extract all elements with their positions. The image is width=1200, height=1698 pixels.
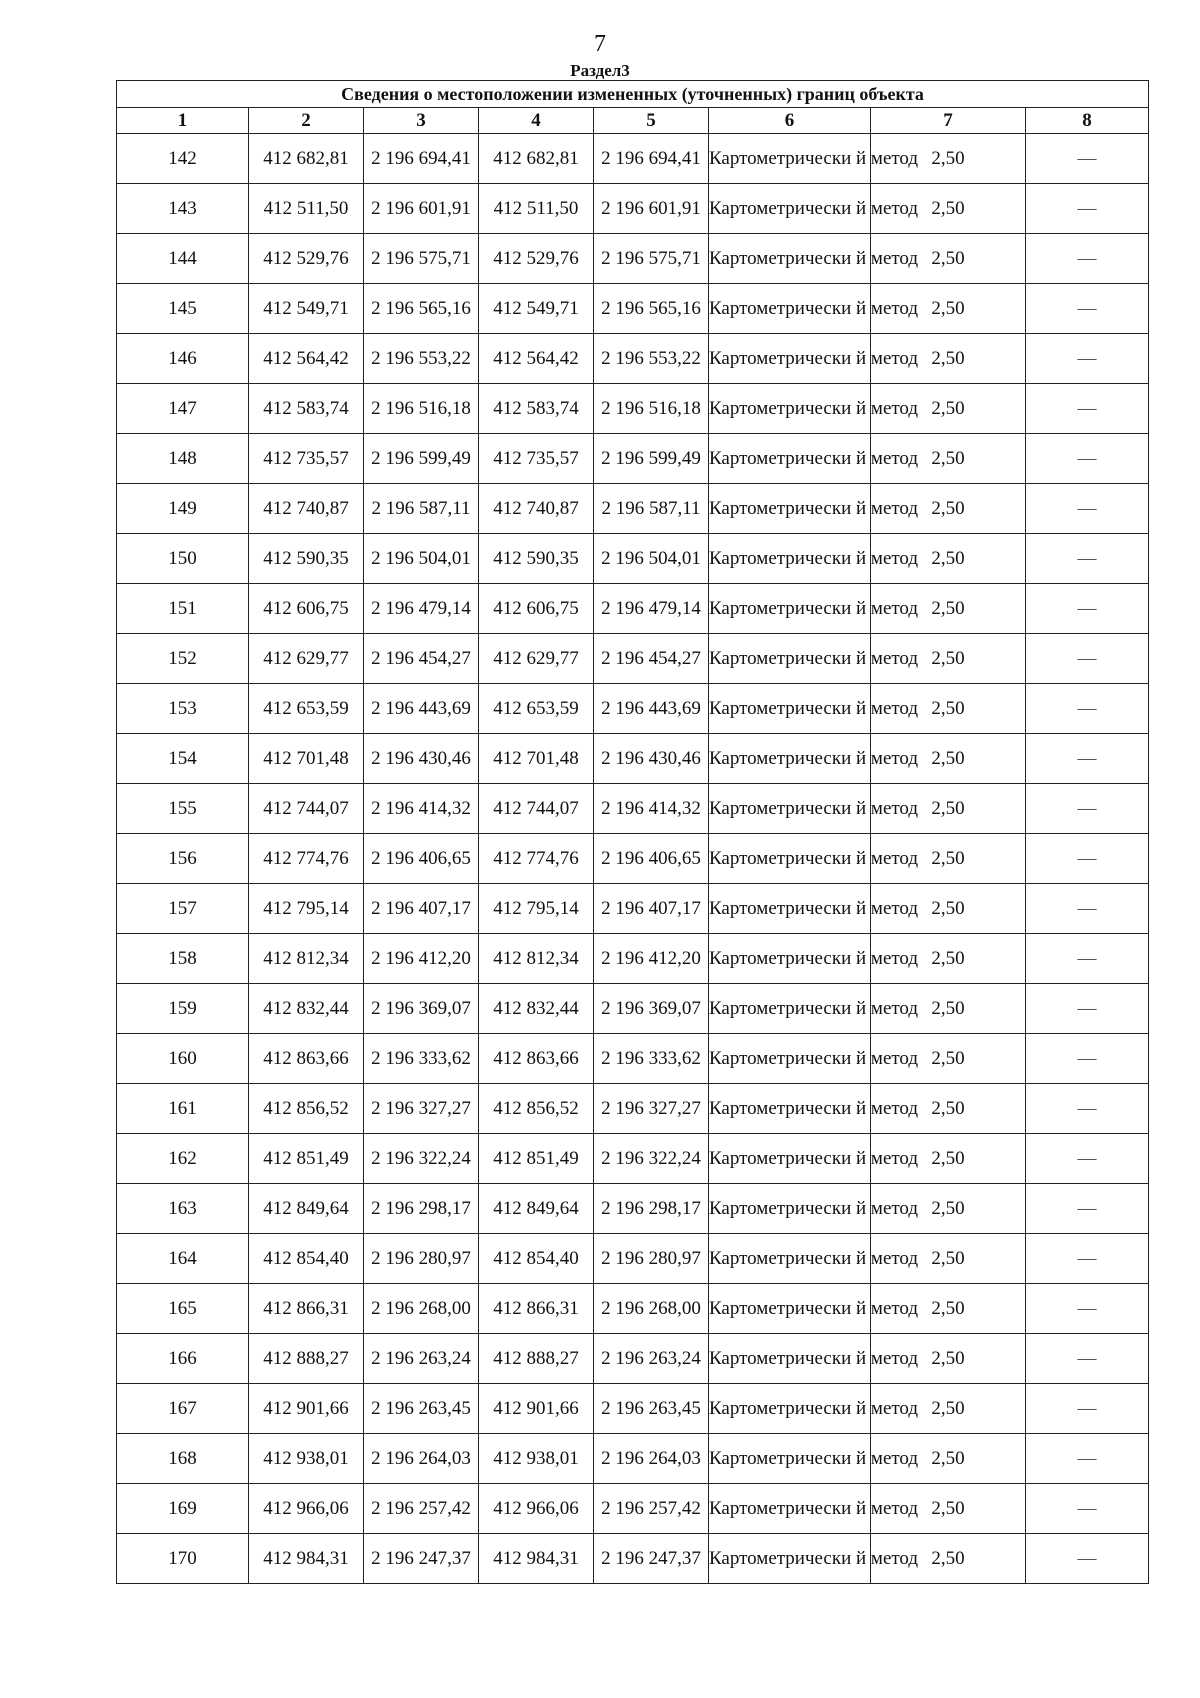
description-cell: —: [1026, 234, 1149, 284]
x-coord-cell: 412 549,71: [249, 284, 364, 334]
point-number-cell: 149: [117, 484, 249, 534]
description-cell: —: [1026, 1334, 1149, 1384]
method-cell: Картометрически й метод: [709, 534, 871, 584]
x-coord-cell: 412 849,64: [249, 1184, 364, 1234]
y-coord-cell: 2 196 406,65: [594, 834, 709, 884]
y-coord-cell: 2 196 516,18: [364, 384, 479, 434]
table-row: [117, 784, 1149, 834]
y-coord-cell: 2 196 268,00: [364, 1284, 479, 1334]
y-coord-cell: 2 196 414,32: [594, 784, 709, 834]
x-coord-cell: 412 866,31: [249, 1284, 364, 1334]
x-coord-cell: 412 856,52: [249, 1084, 364, 1134]
accuracy-cell: 2,50: [871, 1484, 1026, 1534]
description-cell: —: [1026, 434, 1149, 484]
description-cell: —: [1026, 1484, 1149, 1534]
y-coord-cell: 2 196 369,07: [364, 984, 479, 1034]
table-row: [117, 1534, 1149, 1584]
y-coord-cell: 2 196 264,03: [594, 1434, 709, 1484]
description-cell: —: [1026, 734, 1149, 784]
point-number-cell: 153: [117, 684, 249, 734]
x-coord-cell: 412 854,40: [249, 1234, 364, 1284]
method-cell: Картометрически й метод: [709, 334, 871, 384]
method-cell: Картометрически й метод: [709, 834, 871, 884]
point-number-cell: 144: [117, 234, 249, 284]
method-cell: Картометрически й метод: [709, 484, 871, 534]
accuracy-cell: 2,50: [871, 334, 1026, 384]
y-coord-cell: 2 196 575,71: [594, 234, 709, 284]
y-coord-cell: 2 196 565,16: [364, 284, 479, 334]
x-coord-cell: 412 564,42: [249, 334, 364, 384]
method-cell: Картометрически й метод: [709, 1034, 871, 1084]
x-coord-cell: 412 866,31: [479, 1284, 594, 1334]
y-coord-cell: 2 196 263,45: [594, 1384, 709, 1434]
y-coord-cell: 2 196 264,03: [364, 1434, 479, 1484]
y-coord-cell: 2 196 327,27: [594, 1084, 709, 1134]
description-cell: —: [1026, 484, 1149, 534]
point-number-cell: 163: [117, 1184, 249, 1234]
x-coord-cell: 412 735,57: [249, 434, 364, 484]
method-cell: Картометрически й метод: [709, 984, 871, 1034]
table-caption: Сведения о местоположении измененных (уточненных) границ объекта: [117, 81, 1149, 108]
y-coord-cell: 2 196 263,24: [594, 1334, 709, 1384]
x-coord-cell: 412 832,44: [479, 984, 594, 1034]
point-number-cell: 146: [117, 334, 249, 384]
method-cell: Картометрически й метод: [709, 884, 871, 934]
table-caption-row: [117, 81, 1149, 108]
description-cell: —: [1026, 1084, 1149, 1134]
x-coord-cell: 412 966,06: [479, 1484, 594, 1534]
column-header: 8: [1026, 108, 1149, 134]
table-row: [117, 1384, 1149, 1434]
x-coord-cell: 412 653,59: [479, 684, 594, 734]
x-coord-cell: 412 888,27: [479, 1334, 594, 1384]
table-row: [117, 1084, 1149, 1134]
y-coord-cell: 2 196 412,20: [364, 934, 479, 984]
x-coord-cell: 412 863,66: [479, 1034, 594, 1084]
x-coord-cell: 412 629,77: [249, 634, 364, 684]
method-cell: Картометрически й метод: [709, 1234, 871, 1284]
point-number-cell: 169: [117, 1484, 249, 1534]
method-cell: Картометрически й метод: [709, 584, 871, 634]
table-row: [117, 1234, 1149, 1284]
description-cell: —: [1026, 684, 1149, 734]
y-coord-cell: 2 196 298,17: [364, 1184, 479, 1234]
accuracy-cell: 2,50: [871, 884, 1026, 934]
table-row: [117, 934, 1149, 984]
method-cell: Картометрически й метод: [709, 684, 871, 734]
point-number-cell: 166: [117, 1334, 249, 1384]
accuracy-cell: 2,50: [871, 534, 1026, 584]
y-coord-cell: 2 196 322,24: [364, 1134, 479, 1184]
y-coord-cell: 2 196 553,22: [594, 334, 709, 384]
column-header: 2: [249, 108, 364, 134]
table-row: [117, 134, 1149, 184]
y-coord-cell: 2 196 257,42: [594, 1484, 709, 1534]
y-coord-cell: 2 196 587,11: [364, 484, 479, 534]
table-body: [117, 134, 1149, 1584]
method-cell: Картометрически й метод: [709, 634, 871, 684]
table-row: [117, 234, 1149, 284]
table-row: [117, 1284, 1149, 1334]
description-cell: —: [1026, 384, 1149, 434]
table-row: [117, 1434, 1149, 1484]
x-coord-cell: 412 682,81: [479, 134, 594, 184]
column-header: 3: [364, 108, 479, 134]
x-coord-cell: 412 851,49: [249, 1134, 364, 1184]
table-row: [117, 534, 1149, 584]
column-header: 6: [709, 108, 871, 134]
x-coord-cell: 412 851,49: [479, 1134, 594, 1184]
method-cell: Картометрически й метод: [709, 234, 871, 284]
y-coord-cell: 2 196 601,91: [364, 184, 479, 234]
y-coord-cell: 2 196 263,45: [364, 1384, 479, 1434]
method-cell: Картометрически й метод: [709, 184, 871, 234]
method-cell: Картометрически й метод: [709, 434, 871, 484]
column-header: 5: [594, 108, 709, 134]
y-coord-cell: 2 196 280,97: [364, 1234, 479, 1284]
table-row: [117, 184, 1149, 234]
x-coord-cell: 412 938,01: [479, 1434, 594, 1484]
method-cell: Картометрически й метод: [709, 934, 871, 984]
table-row: [117, 484, 1149, 534]
x-coord-cell: 412 795,14: [479, 884, 594, 934]
method-cell: Картометрически й метод: [709, 734, 871, 784]
table-row: [117, 334, 1149, 384]
y-coord-cell: 2 196 327,27: [364, 1084, 479, 1134]
point-number-cell: 170: [117, 1534, 249, 1584]
point-number-cell: 155: [117, 784, 249, 834]
description-cell: —: [1026, 1384, 1149, 1434]
x-coord-cell: 412 511,50: [479, 184, 594, 234]
x-coord-cell: 412 849,64: [479, 1184, 594, 1234]
column-header: 7: [871, 108, 1026, 134]
section-title: Раздел3: [570, 61, 630, 80]
accuracy-cell: 2,50: [871, 784, 1026, 834]
accuracy-cell: 2,50: [871, 1184, 1026, 1234]
accuracy-cell: 2,50: [871, 184, 1026, 234]
accuracy-cell: 2,50: [871, 1534, 1026, 1584]
table-row: [117, 1484, 1149, 1534]
point-number-cell: 161: [117, 1084, 249, 1134]
x-coord-cell: 412 966,06: [249, 1484, 364, 1534]
coordinates-table: [116, 80, 1149, 1584]
accuracy-cell: 2,50: [871, 1084, 1026, 1134]
method-cell: Картометрически й метод: [709, 1334, 871, 1384]
point-number-cell: 157: [117, 884, 249, 934]
x-coord-cell: 412 564,42: [479, 334, 594, 384]
x-coord-cell: 412 701,48: [249, 734, 364, 784]
y-coord-cell: 2 196 565,16: [594, 284, 709, 334]
accuracy-cell: 2,50: [871, 1334, 1026, 1384]
method-cell: Картометрически й метод: [709, 1534, 871, 1584]
x-coord-cell: 412 984,31: [479, 1534, 594, 1584]
description-cell: —: [1026, 284, 1149, 334]
description-cell: —: [1026, 534, 1149, 584]
method-cell: Картометрически й метод: [709, 784, 871, 834]
method-cell: Картометрически й метод: [709, 1134, 871, 1184]
description-cell: —: [1026, 1134, 1149, 1184]
description-cell: —: [1026, 884, 1149, 934]
method-cell: Картометрически й метод: [709, 284, 871, 334]
y-coord-cell: 2 196 268,00: [594, 1284, 709, 1334]
method-cell: Картометрически й метод: [709, 1384, 871, 1434]
x-coord-cell: 412 856,52: [479, 1084, 594, 1134]
description-cell: —: [1026, 584, 1149, 634]
accuracy-cell: 2,50: [871, 1434, 1026, 1484]
y-coord-cell: 2 196 553,22: [364, 334, 479, 384]
y-coord-cell: 2 196 601,91: [594, 184, 709, 234]
y-coord-cell: 2 196 333,62: [364, 1034, 479, 1084]
y-coord-cell: 2 196 369,07: [594, 984, 709, 1034]
accuracy-cell: 2,50: [871, 1384, 1026, 1434]
point-number-cell: 147: [117, 384, 249, 434]
accuracy-cell: 2,50: [871, 434, 1026, 484]
column-header: 1: [117, 108, 249, 134]
y-coord-cell: 2 196 406,65: [364, 834, 479, 884]
x-coord-cell: 412 740,87: [249, 484, 364, 534]
table-row: [117, 684, 1149, 734]
accuracy-cell: 2,50: [871, 1134, 1026, 1184]
table-row: [117, 884, 1149, 934]
y-coord-cell: 2 196 322,24: [594, 1134, 709, 1184]
x-coord-cell: 412 901,66: [249, 1384, 364, 1434]
table-row: [117, 1134, 1149, 1184]
y-coord-cell: 2 196 414,32: [364, 784, 479, 834]
y-coord-cell: 2 196 263,24: [364, 1334, 479, 1384]
description-cell: —: [1026, 334, 1149, 384]
y-coord-cell: 2 196 280,97: [594, 1234, 709, 1284]
point-number-cell: 168: [117, 1434, 249, 1484]
accuracy-cell: 2,50: [871, 834, 1026, 884]
y-coord-cell: 2 196 443,69: [364, 684, 479, 734]
table-row: [117, 734, 1149, 784]
table-row: [117, 1184, 1149, 1234]
page-number: 7: [594, 31, 606, 57]
x-coord-cell: 412 701,48: [479, 734, 594, 784]
y-coord-cell: 2 196 430,46: [594, 734, 709, 784]
y-coord-cell: 2 196 479,14: [364, 584, 479, 634]
description-cell: —: [1026, 184, 1149, 234]
x-coord-cell: 412 529,76: [249, 234, 364, 284]
y-coord-cell: 2 196 575,71: [364, 234, 479, 284]
method-cell: Картометрически й метод: [709, 1284, 871, 1334]
x-coord-cell: 412 682,81: [249, 134, 364, 184]
y-coord-cell: 2 196 407,17: [364, 884, 479, 934]
y-coord-cell: 2 196 599,49: [594, 434, 709, 484]
y-coord-cell: 2 196 443,69: [594, 684, 709, 734]
x-coord-cell: 412 888,27: [249, 1334, 364, 1384]
point-number-cell: 156: [117, 834, 249, 884]
point-number-cell: 152: [117, 634, 249, 684]
x-coord-cell: 412 653,59: [249, 684, 364, 734]
point-number-cell: 151: [117, 584, 249, 634]
table-row: [117, 434, 1149, 484]
column-header: 4: [479, 108, 594, 134]
point-number-cell: 150: [117, 534, 249, 584]
description-cell: —: [1026, 1234, 1149, 1284]
x-coord-cell: 412 774,76: [249, 834, 364, 884]
x-coord-cell: 412 901,66: [479, 1384, 594, 1434]
x-coord-cell: 412 583,74: [249, 384, 364, 434]
accuracy-cell: 2,50: [871, 284, 1026, 334]
description-cell: —: [1026, 634, 1149, 684]
description-cell: —: [1026, 984, 1149, 1034]
y-coord-cell: 2 196 247,37: [364, 1534, 479, 1584]
point-number-cell: 159: [117, 984, 249, 1034]
accuracy-cell: 2,50: [871, 1034, 1026, 1084]
y-coord-cell: 2 196 504,01: [594, 534, 709, 584]
y-coord-cell: 2 196 479,14: [594, 584, 709, 634]
y-coord-cell: 2 196 430,46: [364, 734, 479, 784]
accuracy-cell: 2,50: [871, 634, 1026, 684]
x-coord-cell: 412 863,66: [249, 1034, 364, 1084]
y-coord-cell: 2 196 257,42: [364, 1484, 479, 1534]
y-coord-cell: 2 196 694,41: [594, 134, 709, 184]
description-cell: —: [1026, 934, 1149, 984]
x-coord-cell: 412 529,76: [479, 234, 594, 284]
x-coord-cell: 412 744,07: [249, 784, 364, 834]
accuracy-cell: 2,50: [871, 1284, 1026, 1334]
description-cell: —: [1026, 1434, 1149, 1484]
method-cell: Картометрически й метод: [709, 1484, 871, 1534]
y-coord-cell: 2 196 454,27: [364, 634, 479, 684]
x-coord-cell: 412 606,75: [249, 584, 364, 634]
x-coord-cell: 412 812,34: [249, 934, 364, 984]
accuracy-cell: 2,50: [871, 234, 1026, 284]
x-coord-cell: 412 812,34: [479, 934, 594, 984]
accuracy-cell: 2,50: [871, 484, 1026, 534]
table-row: [117, 584, 1149, 634]
x-coord-cell: 412 854,40: [479, 1234, 594, 1284]
description-cell: —: [1026, 834, 1149, 884]
y-coord-cell: 2 196 504,01: [364, 534, 479, 584]
point-number-cell: 143: [117, 184, 249, 234]
accuracy-cell: 2,50: [871, 984, 1026, 1034]
accuracy-cell: 2,50: [871, 384, 1026, 434]
description-cell: —: [1026, 1184, 1149, 1234]
method-cell: Картометрически й метод: [709, 134, 871, 184]
point-number-cell: 158: [117, 934, 249, 984]
table-row: [117, 834, 1149, 884]
x-coord-cell: 412 740,87: [479, 484, 594, 534]
y-coord-cell: 2 196 694,41: [364, 134, 479, 184]
description-cell: —: [1026, 134, 1149, 184]
point-number-cell: 162: [117, 1134, 249, 1184]
accuracy-cell: 2,50: [871, 934, 1026, 984]
x-coord-cell: 412 590,35: [249, 534, 364, 584]
y-coord-cell: 2 196 454,27: [594, 634, 709, 684]
y-coord-cell: 2 196 333,62: [594, 1034, 709, 1084]
x-coord-cell: 412 735,57: [479, 434, 594, 484]
point-number-cell: 167: [117, 1384, 249, 1434]
description-cell: —: [1026, 1284, 1149, 1334]
table-row: [117, 1334, 1149, 1384]
x-coord-cell: 412 583,74: [479, 384, 594, 434]
method-cell: Картометрически й метод: [709, 1434, 871, 1484]
x-coord-cell: 412 938,01: [249, 1434, 364, 1484]
x-coord-cell: 412 984,31: [249, 1534, 364, 1584]
table-row: [117, 1034, 1149, 1084]
accuracy-cell: 2,50: [871, 684, 1026, 734]
x-coord-cell: 412 744,07: [479, 784, 594, 834]
x-coord-cell: 412 795,14: [249, 884, 364, 934]
x-coord-cell: 412 511,50: [249, 184, 364, 234]
table-row: [117, 984, 1149, 1034]
table-row: [117, 634, 1149, 684]
table-row: [117, 284, 1149, 334]
accuracy-cell: 2,50: [871, 734, 1026, 784]
description-cell: —: [1026, 784, 1149, 834]
x-coord-cell: 412 606,75: [479, 584, 594, 634]
accuracy-cell: 2,50: [871, 1234, 1026, 1284]
description-cell: —: [1026, 1034, 1149, 1084]
point-number-cell: 145: [117, 284, 249, 334]
y-coord-cell: 2 196 599,49: [364, 434, 479, 484]
point-number-cell: 165: [117, 1284, 249, 1334]
x-coord-cell: 412 590,35: [479, 534, 594, 584]
point-number-cell: 164: [117, 1234, 249, 1284]
description-cell: —: [1026, 1534, 1149, 1584]
x-coord-cell: 412 774,76: [479, 834, 594, 884]
point-number-cell: 148: [117, 434, 249, 484]
accuracy-cell: 2,50: [871, 584, 1026, 634]
y-coord-cell: 2 196 247,37: [594, 1534, 709, 1584]
point-number-cell: 160: [117, 1034, 249, 1084]
point-number-cell: 154: [117, 734, 249, 784]
point-number-cell: 142: [117, 134, 249, 184]
method-cell: Картометрически й метод: [709, 384, 871, 434]
table-header-row: [117, 108, 1149, 134]
x-coord-cell: 412 549,71: [479, 284, 594, 334]
y-coord-cell: 2 196 407,17: [594, 884, 709, 934]
table-row: [117, 384, 1149, 434]
method-cell: Картометрически й метод: [709, 1084, 871, 1134]
y-coord-cell: 2 196 516,18: [594, 384, 709, 434]
y-coord-cell: 2 196 412,20: [594, 934, 709, 984]
accuracy-cell: 2,50: [871, 134, 1026, 184]
y-coord-cell: 2 196 587,11: [594, 484, 709, 534]
x-coord-cell: 412 629,77: [479, 634, 594, 684]
x-coord-cell: 412 832,44: [249, 984, 364, 1034]
y-coord-cell: 2 196 298,17: [594, 1184, 709, 1234]
method-cell: Картометрически й метод: [709, 1184, 871, 1234]
